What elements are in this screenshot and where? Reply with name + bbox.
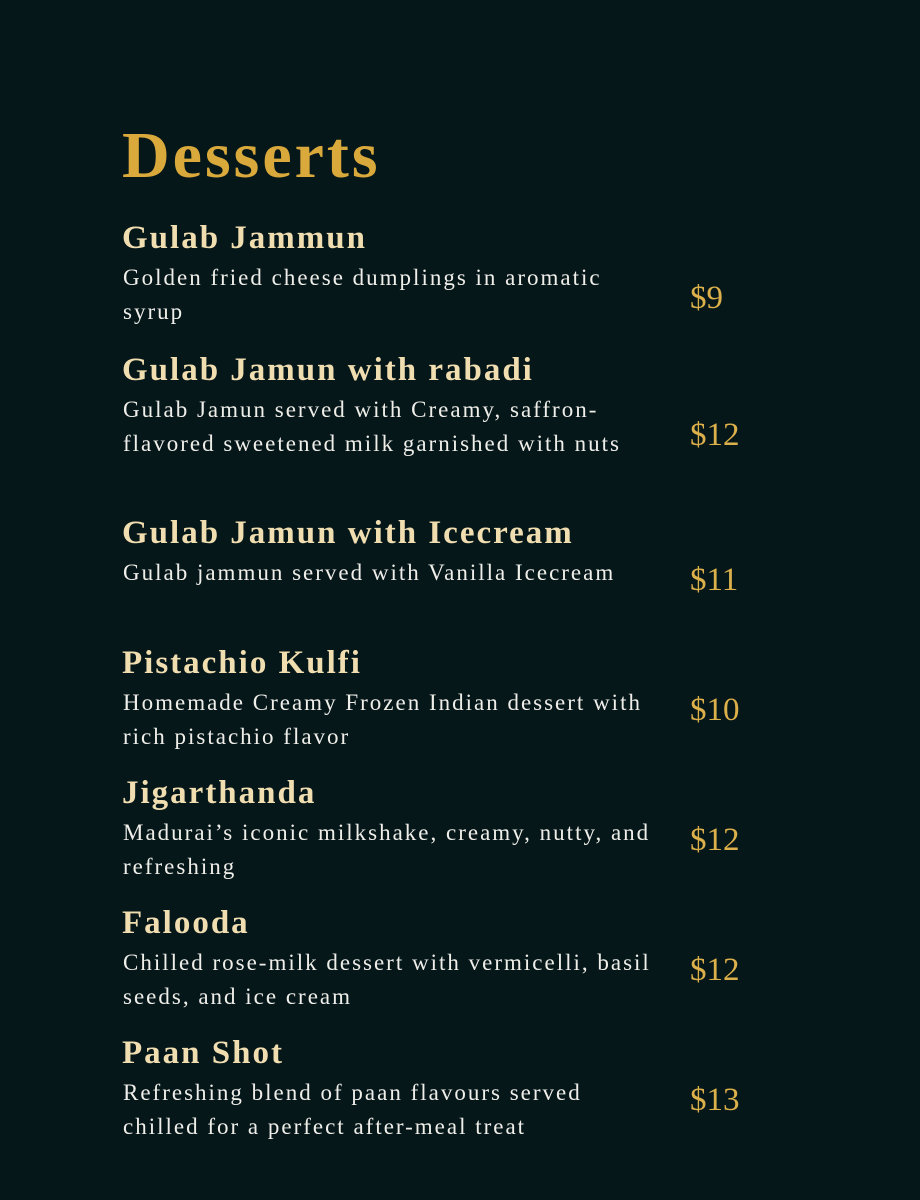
item-name: Falooda: [122, 905, 250, 941]
item-name: Gulab Jamun with rabadi: [122, 352, 534, 388]
item-name: Paan Shot: [122, 1035, 284, 1071]
menu-item-gulab-jamun-with-icecream: [122, 513, 762, 598]
item-price: $10: [690, 692, 740, 728]
menu-item-jigarthanda: [122, 773, 762, 879]
item-price: $12: [690, 952, 740, 988]
item-description: Refreshing blend of paan flavours served chilled for a perfect after-meal treat: [123, 1080, 582, 1139]
item-description: Homemade Creamy Frozen Indian dessert with rich pistachio flavor: [123, 690, 642, 749]
item-price: $12: [690, 417, 740, 453]
item-description: Gulab jammun served with Vanilla Icecream: [123, 560, 616, 585]
item-description: Golden fried cheese dumplings in aromatic syrup: [123, 265, 602, 324]
menu-item-falooda: [122, 903, 762, 1009]
menu-title: Desserts: [122, 119, 381, 192]
item-price: $9: [690, 280, 723, 316]
menu-item-gulab-jammun: [122, 218, 762, 324]
menu-item-paan-shot: [122, 1033, 762, 1139]
item-name: Gulab Jamun with Icecream: [122, 515, 574, 551]
menu-item-pistachio-kulfi: [122, 643, 762, 749]
menu-item-gulab-jamun-with-rabadi: [122, 350, 762, 456]
item-price: $12: [690, 822, 740, 858]
item-name: Gulab Jammun: [122, 220, 367, 256]
item-price: $13: [690, 1082, 740, 1118]
item-description: Gulab Jamun served with Creamy, saffron-flavored sweetened milk garnished with nuts: [123, 397, 621, 456]
item-description: Chilled rose-milk dessert with vermicelli, basil seeds, and ice cream: [123, 950, 651, 1009]
item-price: $11: [690, 562, 739, 598]
item-name: Jigarthanda: [122, 775, 317, 811]
item-description: Madurai’s iconic milkshake, creamy, nutty, and refreshing: [123, 820, 651, 879]
item-name: Pistachio Kulfi: [122, 645, 362, 681]
